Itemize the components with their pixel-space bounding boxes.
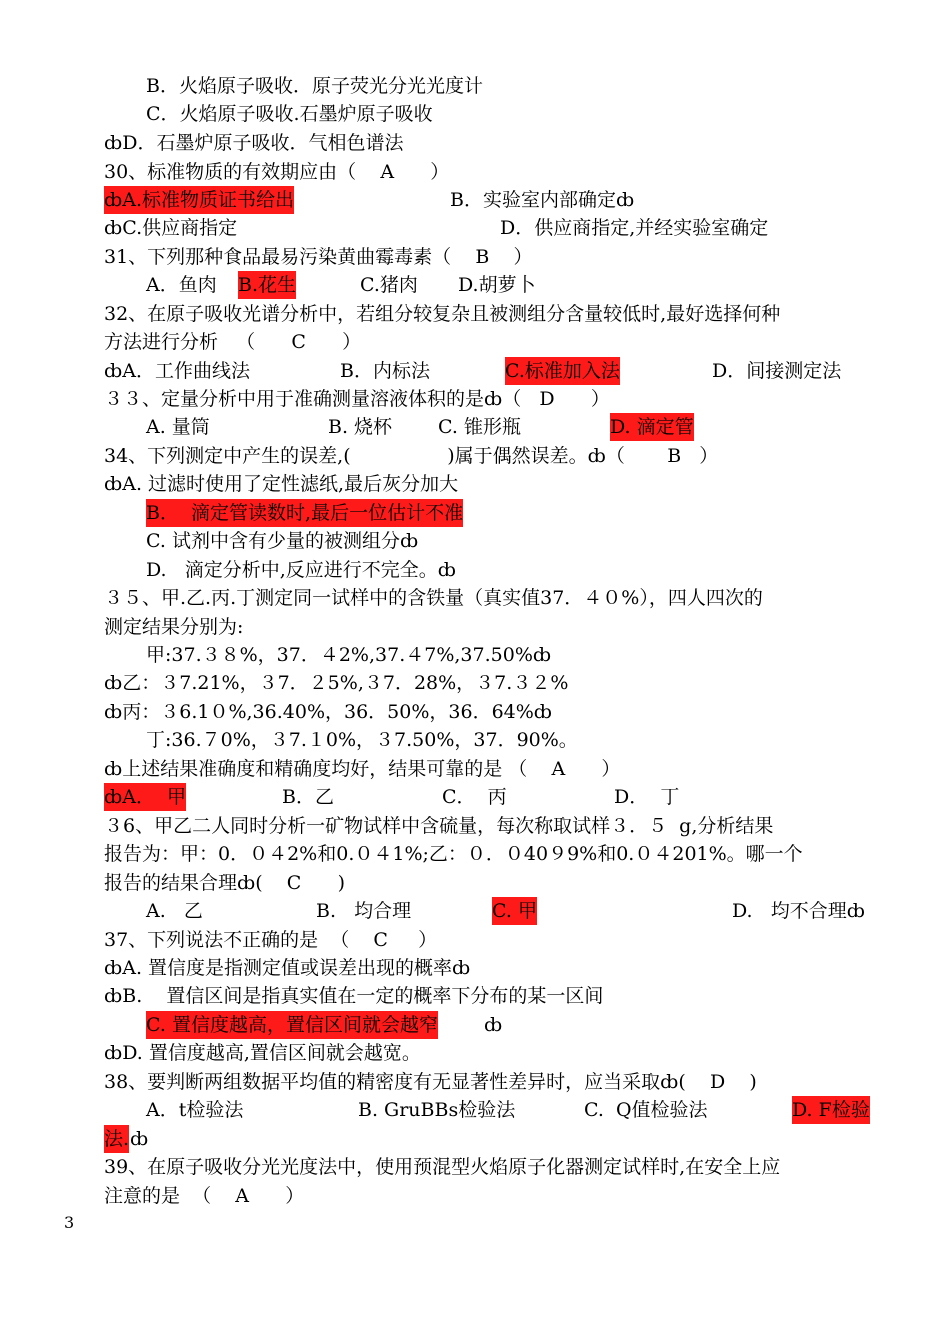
text-segment: B．内标法	[340, 360, 430, 382]
text-segment: 37、下列说法不正确的是 （ C ）	[104, 929, 438, 951]
text-segment: A．鱼肉	[146, 274, 223, 296]
text-segment: ȸA. 过滤时使用了定性滤纸,最后灰分加大	[104, 473, 459, 495]
text-segment: B．乙	[282, 786, 334, 808]
text-segment: D． 丁	[614, 786, 680, 808]
text-segment: D.胡萝卜	[458, 274, 536, 296]
text-segment: 报告为：甲：0．０４2%和0.０４1%;乙：０．０40９9%和0.０４201%。哪一个	[104, 843, 803, 865]
page-number: 3	[64, 1213, 75, 1232]
text-segment: ３３、定量分析中用于准确测量溶液体积的是ȸ（ D ）	[104, 388, 610, 410]
text-segment: ȸA．工作曲线法	[104, 360, 250, 382]
text-segment: 方法进行分析 （ C ）	[104, 331, 362, 353]
text-segment: 30、标准物质的有效期应由（ A ）	[104, 161, 450, 183]
text-segment: 甲:37.３８%，37．４2%,37.４7%,37.50%ȸ	[146, 644, 552, 666]
text-segment: ȸD. 置信度越高,置信区间就会越宽。	[104, 1042, 421, 1064]
text-segment: C. 试剂中含有少量的被测组分ȸ	[146, 530, 419, 552]
highlighted-answer: C.标准加入法	[505, 357, 620, 385]
text-segment: B. GruBBs检验法	[358, 1099, 516, 1121]
text-segment: 34、下列测定中产生的误差,( )属于偶然误差。ȸ（ B ）	[104, 445, 719, 467]
text-segment: A. 乙	[146, 900, 203, 922]
text-segment: B．实验室内部确定ȸ	[450, 189, 635, 211]
text-segment: ȸD．石墨炉原子吸收．气相色谱法	[104, 132, 404, 154]
text-segment: D. 均不合理ȸ	[732, 900, 865, 922]
text-segment: ȸC.供应商指定	[104, 217, 238, 239]
highlighted-answer: B.花生	[238, 271, 296, 299]
text-segment: 注意的是 （ A ）	[104, 1185, 305, 1207]
text-segment: D. 滴定分析中,反应进行不完全。ȸ	[146, 559, 456, 581]
text-segment: ȸ乙：３7.21%，３7．２5%,３7．28%，３7.３２%	[104, 672, 569, 694]
highlighted-answer: C. 置信度越高，置信区间就会越窄	[146, 1011, 438, 1039]
text-segment: B. 烧杯	[328, 416, 393, 438]
text-segment: ȸB. 置信区间是指真实值在一定的概率下分布的某一区间	[104, 985, 604, 1007]
text-segment: 测定结果分别为:	[104, 616, 244, 638]
text-segment: 31、下列那种食品最易污染黄曲霉毒素（ B ）	[104, 246, 533, 268]
text-segment: ȸ	[484, 1014, 503, 1036]
text-segment: ３6、甲乙二人同时分析一矿物试样中含硫量，每次称取试样３．５ g,分析结果	[104, 815, 774, 837]
text-segment: 38、要判断两组数据平均值的精密度有无显著性差异时，应当采取ȸ( D )	[104, 1071, 757, 1093]
text-segment: C. 锥形瓶	[438, 416, 521, 438]
text-segment: C. Q值检验法	[584, 1099, 708, 1121]
text-segment: ȸ丙：３6.1０%,36.40%，36．50%，36．64%ȸ	[104, 701, 553, 723]
highlighted-answer: D. 滴定管	[610, 413, 694, 441]
text-segment: 报告的结果合理ȸ( C )	[104, 872, 345, 894]
text-segment: ȸ	[130, 1128, 149, 1150]
text-segment: B. 均合理	[316, 900, 412, 922]
text-segment: D．供应商指定,并经实验室确定	[500, 217, 769, 239]
highlighted-answer: C. 甲	[492, 897, 537, 925]
text-segment: ȸA. 置信度是指测定值或误差出现的概率ȸ	[104, 957, 471, 979]
text-segment: ȸ上述结果准确度和精确度均好，结果可靠的是 （ A ）	[104, 758, 621, 780]
text-segment: D．间接测定法	[712, 360, 842, 382]
text-segment: A. 量筒	[146, 416, 210, 438]
text-segment: C．火焰原子吸收.石墨炉原子吸收	[146, 103, 433, 125]
highlighted-answer: B． 滴定管读数时,最后一位估计不准	[146, 499, 463, 527]
highlighted-answer: 法.	[104, 1125, 129, 1153]
highlighted-answer: ȸA． 甲	[104, 783, 186, 811]
text-segment: ３５、甲.乙.丙.丁测定同一试样中的含铁量（真实值37．４０%），四人四次的	[104, 587, 763, 609]
highlighted-answer: ȸA.标准物质证书给出	[104, 186, 294, 214]
text-segment: C.猪肉	[360, 274, 418, 296]
text-segment: 32、在原子吸收光谱分析中，若组分较复杂且被测组分含量较低时,最好选择何种	[104, 303, 781, 325]
text-segment: C． 丙	[442, 786, 507, 808]
text-segment: B．火焰原子吸收．原子荧光分光光度计	[146, 75, 483, 97]
text-segment: A．t检验法	[146, 1099, 244, 1121]
text-segment: 39、在原子吸收分光光度法中，使用预混型火焰原子化器测定试样时,在安全上应	[104, 1156, 781, 1178]
text-segment: 丁:36.７0%，３7.１0%，３7.50%，37．90%。	[146, 729, 578, 751]
highlighted-answer: D. F检验	[792, 1096, 870, 1124]
